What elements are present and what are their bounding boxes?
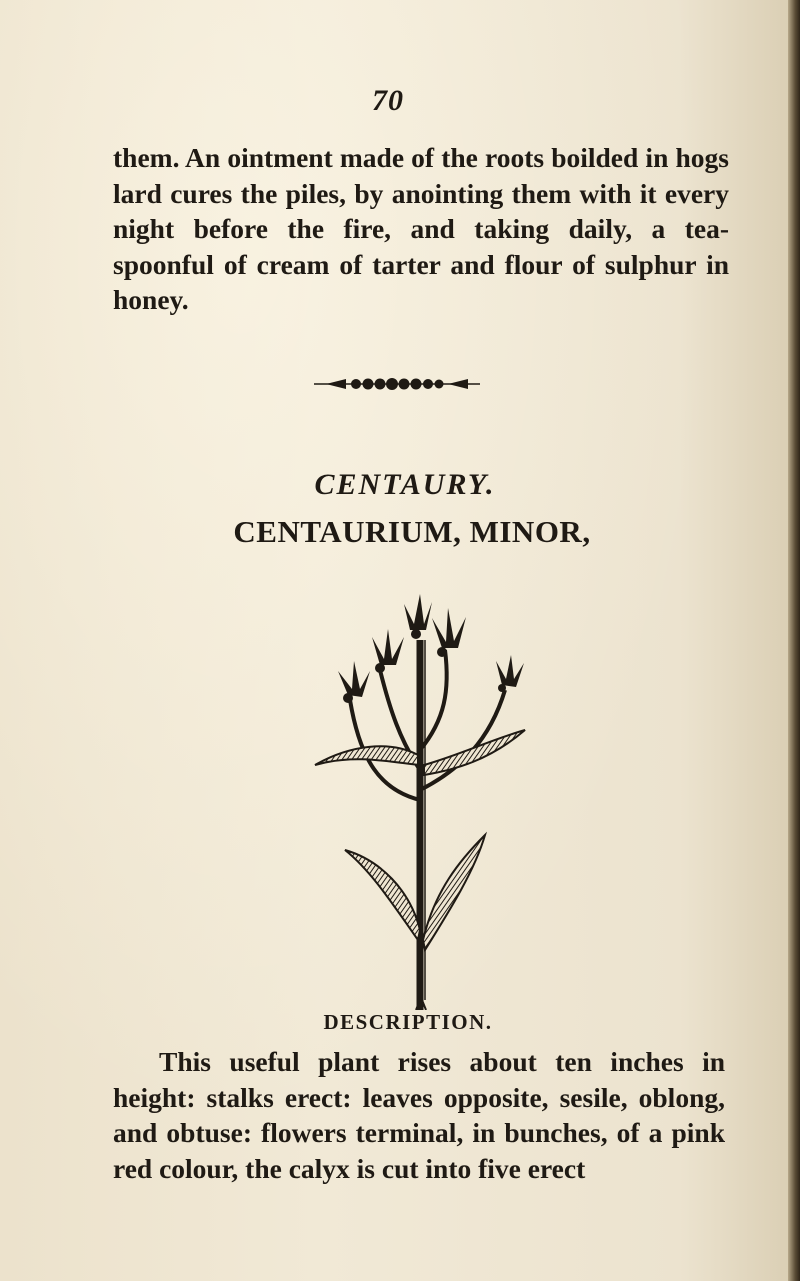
page-number: 70	[372, 84, 404, 117]
plant-common-name: CENTAURY.	[314, 468, 496, 501]
plant-latin-name: CENTAURIUM, MINOR,	[233, 514, 591, 549]
description-paragraph	[113, 1044, 725, 1186]
ornamental-divider	[312, 373, 482, 395]
book-spine-edge	[788, 0, 800, 1281]
description-text: This useful plant rises about ten inches in height: stalks erect: leaves opposite, sesile, oblong, and obtuse: flowers terminal, in bunches, of a pink red colour, the calyx is cut into five erect	[113, 1046, 725, 1184]
top-paragraph: them. An ointment made of the roots boilded in hogs lard cures the piles, by anointing them with it every night before the fire, and taking daily, a tea-spoonful of cream of tarter and flour of sulphur in honey.	[113, 142, 729, 315]
description-heading: DESCRIPTION.	[323, 1010, 493, 1034]
centaury-plant-illustration	[230, 570, 570, 1010]
